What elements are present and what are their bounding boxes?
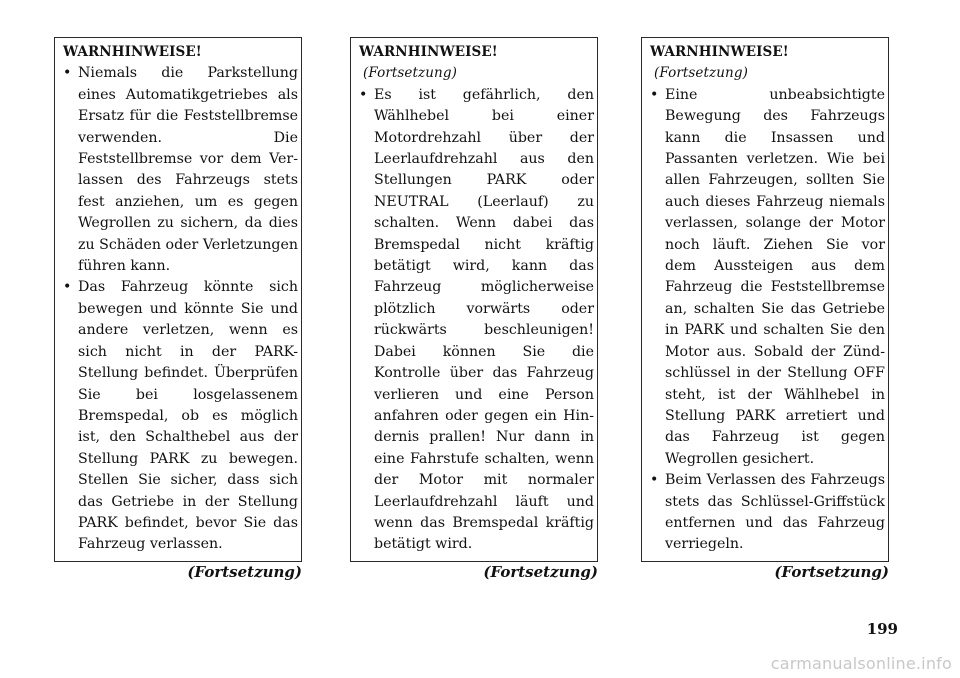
warning-bullet: • Beim Verlassen des Fahrzeugs stets das Schlüssel-Griffstück entfernen und das Fahrzeug verriegeln. bbox=[650, 470, 885, 556]
warning-bullet: • Das Fahrzeug könnte sich bewegen und könnte Sie und andere verletzen, wenn es sich nicht in der PARK-Stellung befindet. Überprüfen Sie bei losgelassenem Bremspedal, ob es möglich ist, den Schalthebel aus der Stellung PARK zu bewegen. Stellen Sie sicher, dass sich das Getriebe in der Stellung PARK befindet, bevor Sie das Fahrzeug verlassen. bbox=[63, 277, 298, 555]
warning-list bbox=[63, 63, 298, 555]
warning-box bbox=[641, 37, 889, 562]
page-number: 199 bbox=[866, 620, 898, 638]
warning-heading-text: WARNHINWEISE! bbox=[359, 44, 498, 60]
warning-heading bbox=[63, 42, 298, 63]
warning-box bbox=[54, 37, 302, 562]
watermark: carmanualsonline.info bbox=[770, 654, 952, 673]
heading-continuation: (Fortsetzung) bbox=[654, 65, 748, 82]
heading-continuation: (Fortsetzung) bbox=[363, 65, 457, 82]
warning-column-2 bbox=[350, 37, 598, 581]
warning-list bbox=[359, 85, 594, 556]
warning-bullet: • Eine unbeabsichtigte Bewegung des Fahrzeugs kann die Insassen und Passanten verletzen. Wie bei allen Fahrzeugen, sollten Sie auch dieses Fahrzeug niemals verlassen, solange der Motor noch läuft. Ziehen Sie vor dem Aussteigen aus dem Fahrzeug die Feststellbremse an, schalten Sie das Getriebe in PARK und schalten Sie den Motor aus. Sobald der Zündschlüssel in der Stellung OFF steht, ist der Wählhebel in Stellung PARK arretiert und das Fahrzeug ist gegen Wegrollen gesichert. bbox=[650, 85, 885, 470]
continuation-note: (Fortsetzung) bbox=[483, 562, 598, 581]
warning-box bbox=[350, 37, 598, 562]
warning-list bbox=[650, 85, 885, 556]
warning-bullet: • Niemals die Parkstellung eines Automatikgetriebes als Ersatz für die Feststellbremse verwenden. Die Feststellbremse vor dem Verlassen des Fahrzeugs stets fest anziehen, um es gegen Wegrollen zu sichern, da dies zu Schäden oder Verletzungen führen kann. bbox=[63, 63, 298, 277]
warning-column-1 bbox=[54, 37, 302, 581]
warning-heading bbox=[359, 42, 594, 85]
continuation-note: (Fortsetzung) bbox=[774, 562, 889, 581]
warning-heading-text: WARNHINWEISE! bbox=[650, 44, 789, 60]
warning-heading-text: WARNHINWEISE! bbox=[63, 44, 202, 60]
warning-heading bbox=[650, 42, 885, 85]
continuation-note: (Fortsetzung) bbox=[187, 562, 302, 581]
warning-bullet: • Es ist gefährlich, den Wählhebel bei einer Motordrehzahl über der Leerlaufdrehzahl aus den Stellungen PARK oder NEUTRAL (Leerlauf) zu schalten. Wenn dabei das Bremspedal nicht kräftig betätigt wird, kann das Fahrzeug möglicherweise plötzlich vorwärts oder rückwärts beschleunigen! Dabei können Sie die Kontrolle über das Fahrzeug verlieren und eine Person anfahren oder gegen ein Hindernis prallen! Nur dann in eine Fahrstufe schalten, wenn der Motor mit normaler Leerlaufdrehzahl läuft und wenn das Bremspedal kräftig betätigt wird. bbox=[359, 85, 594, 556]
warning-column-3 bbox=[641, 37, 889, 581]
